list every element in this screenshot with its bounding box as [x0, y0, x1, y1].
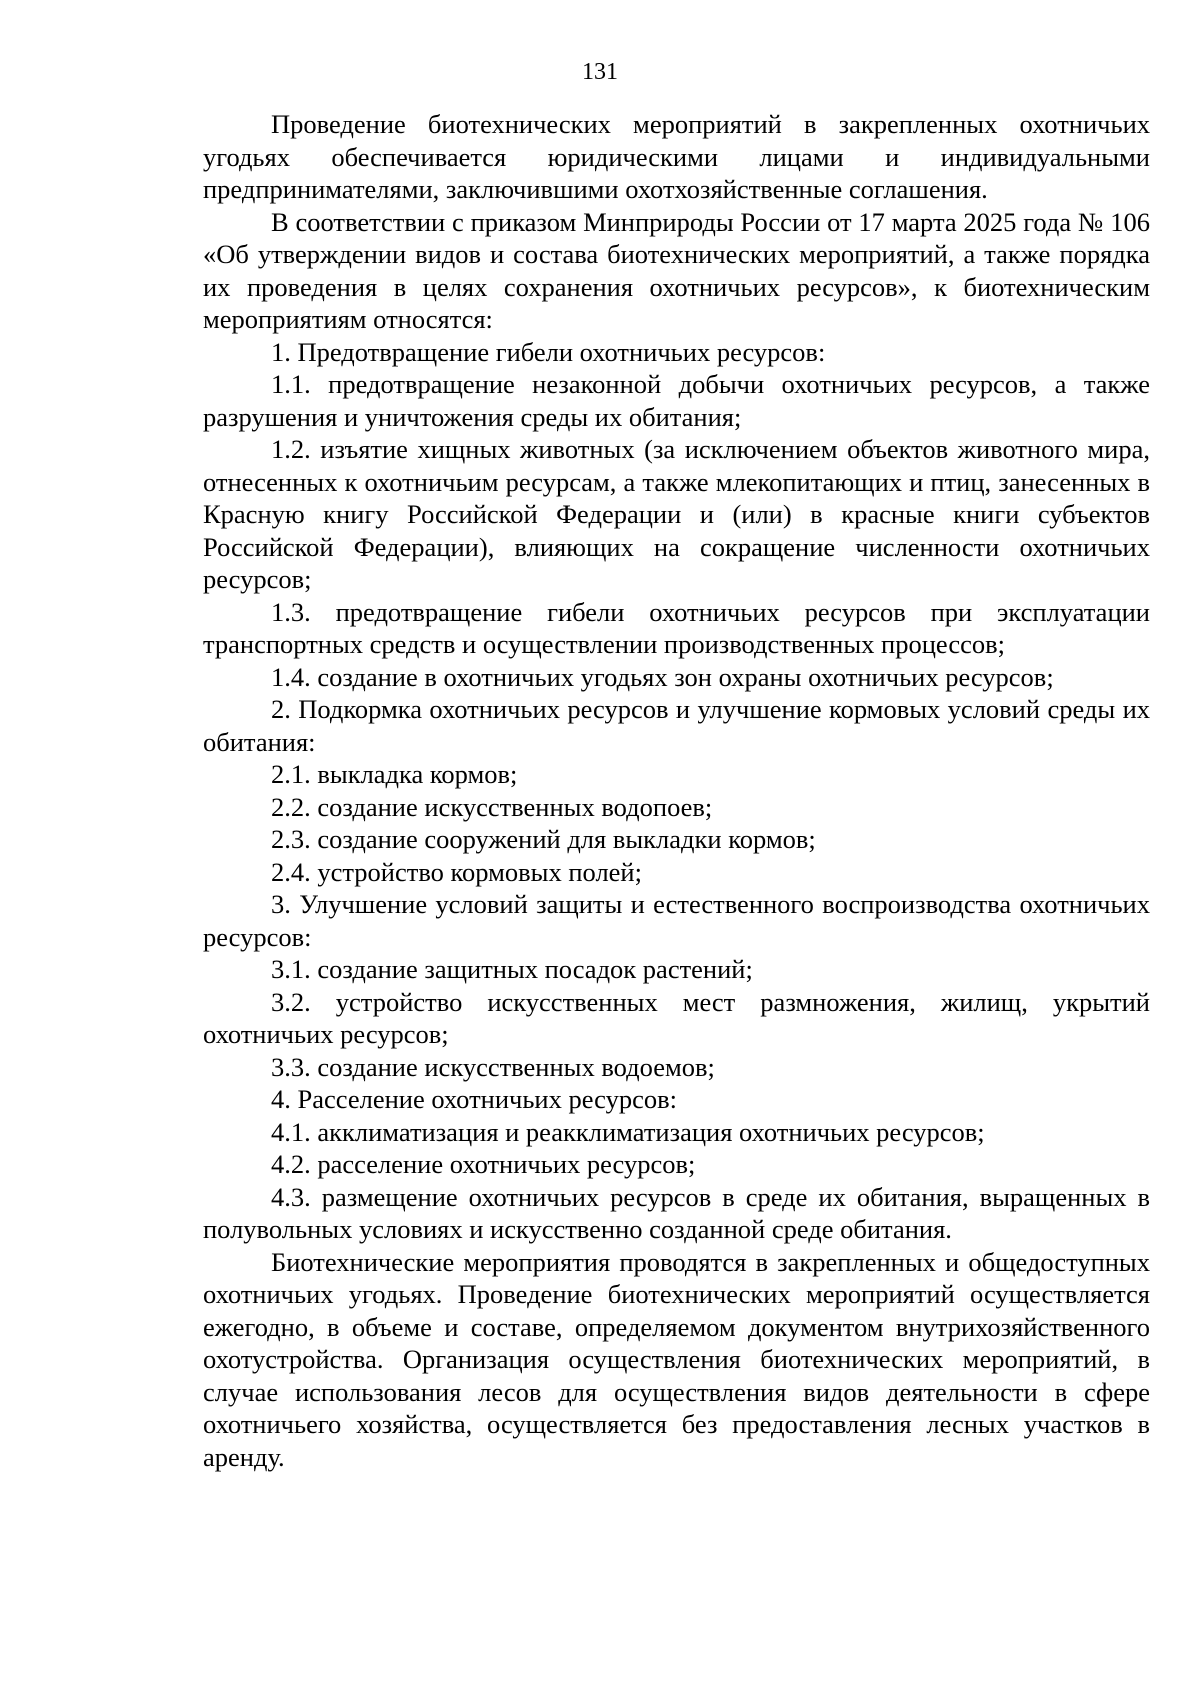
list-item-2-2: 2.2. создание искусственных водопоев;: [271, 791, 713, 822]
list-item-2-1: 2.1. выкладка кормов;: [271, 759, 518, 789]
paragraph-conclusion: Биотехнические мероприятия проводятся в закрепленных и общедоступных охотничьих угодьях. Проведение биотехнических мероприятий осуществляется ежегодно, в объеме и составе, определяемом документом внутрихозяйственного охотустройства. Организация осуществления биотехнических мероприятий, в случае использования лесов для осуществления видов деятельности в сфере охотничьего хозяйства, осуществляется без предоставления лесных участков в аренду.: [203, 1246, 1150, 1472]
list-item-2-4: 2.4. устройство кормовых полей;: [271, 856, 642, 887]
list-item-1-2: 1.2. изъятие хищных животных (за исключением объектов животного мира, отнесенных к охотничьим ресурсам, а также млекопитающих и птиц, занесенных в Красную книгу Российской Федерации и (или) в красные книги субъектов Российской Федерации), влияющих на сокращение численности охотничьих ресурсов;: [203, 434, 1150, 594]
paragraph-order-reference: В соответствии с приказом Минприроды России от 17 марта 2025 года № 106 «Об утверждении видов и состава биотехнических мероприятий, а также порядка их проведения в целях сохранения охотничьих ресурсов», к биотехническим мероприятиям относятся:: [203, 206, 1150, 334]
list-item-1-1: 1.1. предотвращение незаконной добычи охотничьих ресурсов, а также разрушения и уничтожения среды их обитания;: [203, 369, 1150, 432]
list-item-1: 1. Предотвращение гибели охотничьих ресурсов:: [271, 336, 826, 367]
list-item-3-1: 3.1. создание защитных посадок растений;: [271, 954, 753, 984]
page-number: 131: [582, 59, 618, 85]
list-item-3: 3. Улучшение условий защиты и естественного воспроизводства охотничьих ресурсов:: [203, 889, 1150, 952]
list-item-3-3: 3.3. создание искусственных водоемов;: [271, 1051, 715, 1082]
list-item-1-3: 1.3. предотвращение гибели охотничьих ресурсов при эксплуатации транспортных средств и осуществлении производственных процессов;: [203, 596, 1150, 659]
list-item-1-4: 1.4. создание в охотничьих угодьях зон охраны охотничьих ресурсов;: [271, 661, 1054, 692]
list-item-2-3: 2.3. создание сооружений для выкладки кормов;: [271, 824, 816, 854]
list-item-4-3: 4.3. размещение охотничьих ресурсов в среде их обитания, выращенных в полувольных условиях и искусственно созданной среде обитания.: [203, 1181, 1150, 1244]
list-item-3-2: 3.2. устройство искусственных мест размножения, жилищ, укрытий охотничьих ресурсов;: [203, 986, 1150, 1049]
document-body: [203, 108, 1150, 1473]
list-item-4-1: 4.1. акклиматизация и реакклиматизация охотничьих ресурсов;: [271, 1116, 985, 1147]
list-item-4: 4. Расселение охотничьих ресурсов:: [271, 1084, 677, 1114]
list-item-4-2: 4.2. расселение охотничьих ресурсов;: [271, 1149, 696, 1179]
paragraph-intro: Проведение биотехнических мероприятий в закрепленных охотничьих угодьях обеспечивается юридическими лицами и индивидуальными предпринимателями, заключившими охотхозяйственные соглашения.: [203, 109, 1150, 204]
list-item-2: 2. Подкормка охотничьих ресурсов и улучшение кормовых условий среды их обитания:: [203, 694, 1150, 757]
